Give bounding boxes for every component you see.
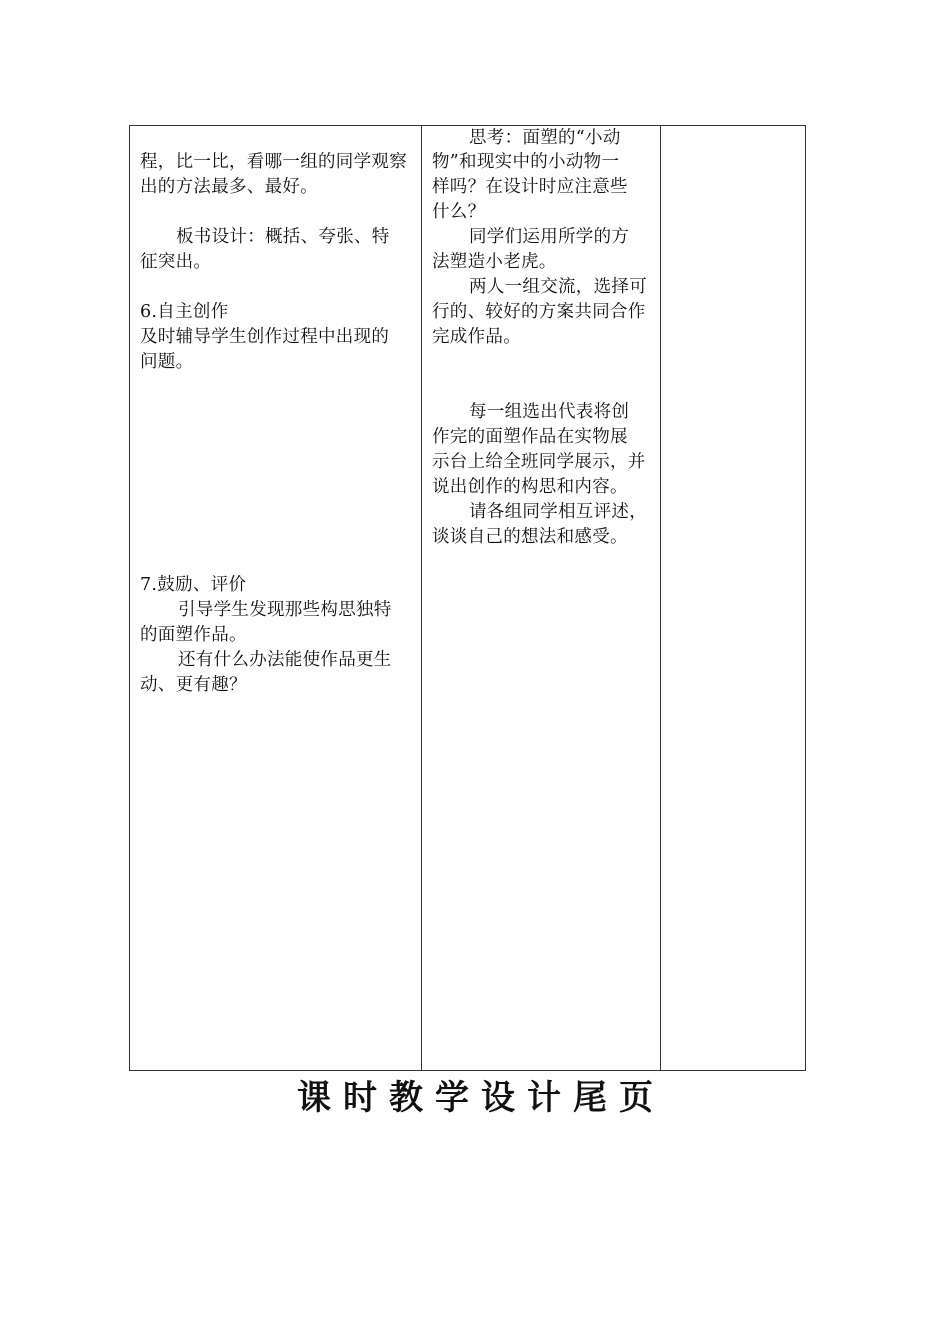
text-line: 动、更有趣？	[140, 675, 247, 695]
text-line: 每一组选出代表将创	[469, 402, 630, 422]
lesson-table	[129, 125, 806, 1071]
text-line: 同学们运用所学的方	[469, 227, 630, 247]
text-line: 出的方法最多、最好。	[140, 177, 318, 197]
text-line: 作完的面塑作品在实物展	[432, 427, 628, 447]
text-line: 及时辅导学生创作过程中出现的	[140, 327, 390, 347]
text-line: 征突出。	[140, 252, 212, 272]
text-line: 说出创作的构思和内容。	[432, 477, 628, 497]
text-line: 物”和现实中的小动物一	[432, 152, 620, 172]
text-line: 还有什么办法能使作品更生	[178, 650, 392, 670]
page-footer-title: 课时教学设计尾页	[297, 1078, 665, 1118]
text-line: 问题。	[140, 352, 194, 372]
text-line: 请各组同学相互评述，	[469, 502, 647, 522]
teacher-activity-cell	[130, 126, 422, 1070]
text-line: 引导学生发现那些构思独特	[178, 600, 392, 620]
student-activity-cell	[422, 126, 661, 1070]
section-heading-7: 7.鼓励、评价	[140, 575, 247, 595]
text-line: 思考：面塑的“小动	[469, 128, 621, 148]
text-line: 谈谈自己的想法和感受。	[432, 527, 628, 547]
text-line: 完成作品。	[432, 327, 521, 347]
text-line: 什么？	[432, 202, 486, 222]
text-line: 法塑造小老虎。	[432, 252, 557, 272]
text-line: 程，比一比，看哪一组的同学观察	[140, 152, 407, 172]
text-line: 样吗？在设计时应注意些	[432, 177, 628, 197]
notes-cell	[661, 126, 805, 1070]
text-line: 示台上给全班同学展示，并	[432, 452, 646, 472]
text-line: 的面塑作品。	[140, 625, 247, 645]
section-heading-6: 6.自主创作	[140, 302, 229, 322]
text-line: 两人一组交流，选择可	[469, 277, 647, 297]
board-design-line: 板书设计：概括、夸张、特	[176, 227, 390, 247]
text-line: 行的、较好的方案共同合作	[432, 302, 646, 322]
